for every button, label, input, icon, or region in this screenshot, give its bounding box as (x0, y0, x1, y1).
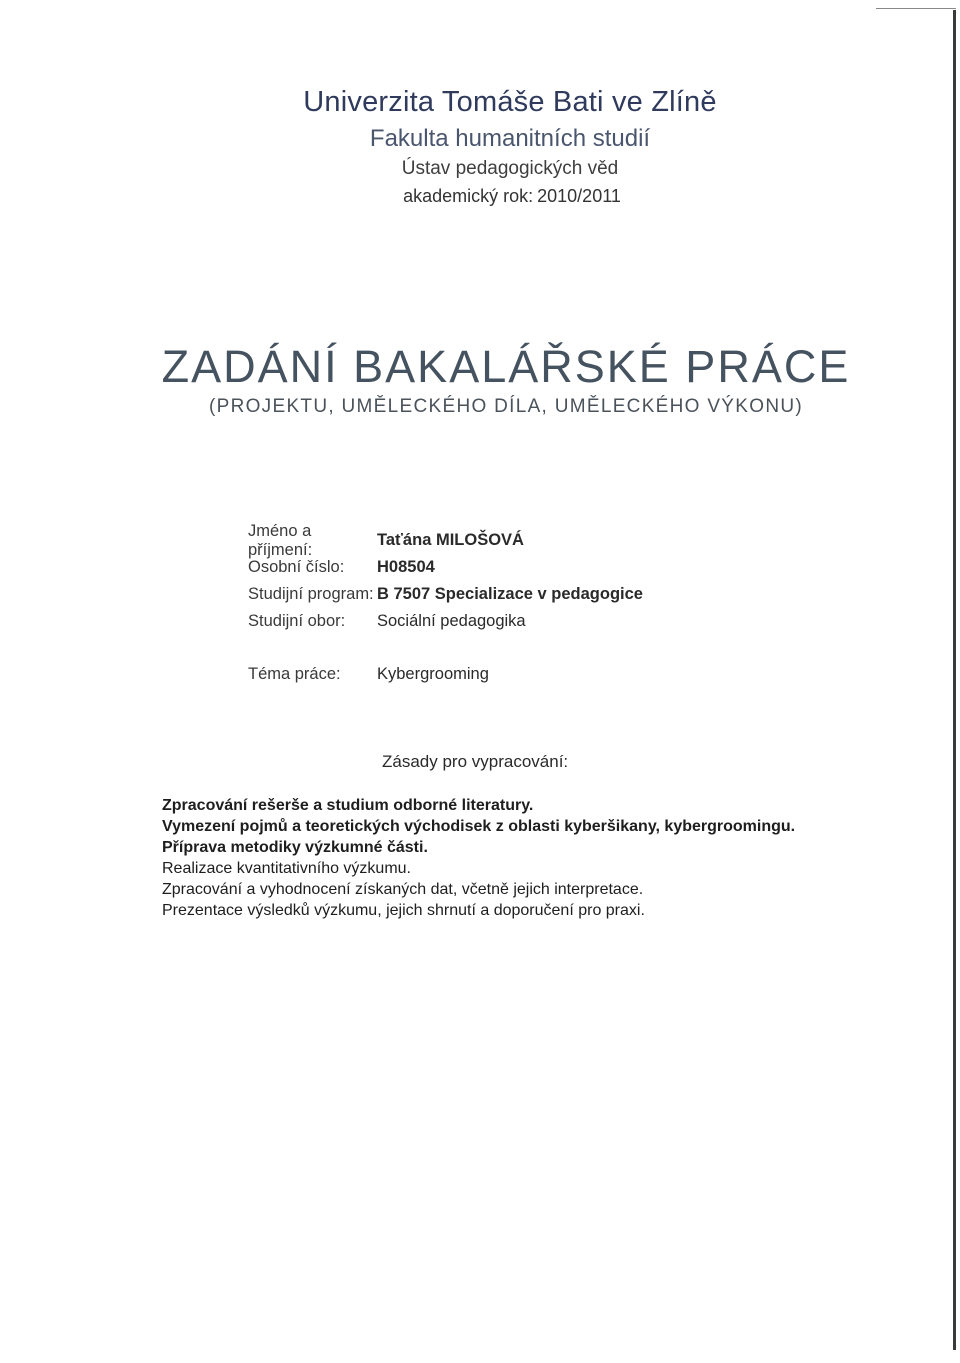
list-item: Zpracování rešerše a studium odborné literatury. (162, 797, 534, 814)
info-row-id (248, 554, 643, 581)
academic-year-label: akademický rok: (403, 186, 534, 206)
topic-label: Téma práce: (248, 665, 341, 683)
university-name: Univerzita Tomáše Bati ve Zlíně (303, 86, 717, 118)
academic-year (60, 183, 960, 210)
academic-year-value: 2010/2011 (537, 186, 621, 206)
info-label: Studijní program: (248, 585, 374, 603)
info-row-program (248, 581, 643, 608)
info-value: Taťána MILOŠOVÁ (377, 531, 524, 549)
info-label: Jméno a příjmení: (248, 521, 313, 559)
title-block (0, 340, 960, 420)
principles-list (162, 795, 795, 921)
info-label: Studijní obor: (248, 612, 346, 630)
faculty-name: Fakulta humanitních studií (369, 125, 651, 152)
student-info (248, 521, 643, 635)
list-item: Vymezení pojmů a teoretických východisek z oblasti kyberšikany, kybergroomingu. (162, 818, 796, 835)
thesis-topic (248, 665, 489, 684)
principles-heading: Zásady pro vypracování: (382, 752, 569, 771)
institute-name: Ústav pedagogických věd (401, 158, 619, 179)
topic-value: Kybergrooming (377, 665, 489, 683)
list-item: Realizace kvantitativního výzkumu. (162, 860, 411, 877)
info-value: Sociální pedagogika (377, 612, 526, 630)
info-value: B 7507 Specializace v pedagogice (377, 585, 643, 603)
list-item: Příprava metodiky výzkumné části. (162, 839, 428, 856)
info-label: Osobní číslo: (248, 558, 345, 576)
scan-right-edge (953, 10, 956, 1350)
document-subtitle: (PROJEKTU, UMĚLECKÉHO DÍLA, UMĚLECKÉHO VÝKONU) (208, 396, 803, 417)
scan-top-edge (876, 8, 956, 9)
list-item: Zpracování a vyhodnocení získaných dat, včetně jejich interpretace. (162, 881, 644, 898)
list-item: Prezentace výsledků výzkumu, jejich shrnutí a doporučení pro praxi. (162, 902, 645, 919)
info-row-name (248, 521, 643, 559)
document-title: ZADÁNÍ BAKALÁŘSKÉ PRÁCE (161, 341, 851, 392)
info-value: H08504 (377, 558, 435, 576)
info-row-field (248, 608, 643, 635)
document-header (0, 82, 960, 210)
